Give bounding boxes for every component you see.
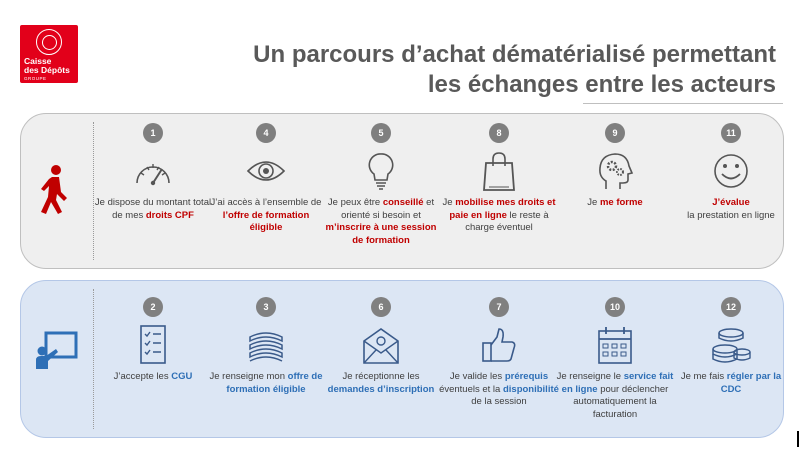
step-number-badge: 2 bbox=[143, 297, 163, 317]
step-4 bbox=[206, 123, 326, 235]
books-icon bbox=[244, 325, 288, 365]
step-3 bbox=[206, 297, 326, 396]
step-1 bbox=[93, 123, 213, 222]
step-text: Je peux être conseillé et orienté si besoin et m’inscrire à une session de formation bbox=[325, 197, 437, 246]
step-text: J’évalue la prestation en ligne bbox=[687, 197, 775, 221]
checklist-icon bbox=[131, 325, 175, 365]
step-number-badge: 12 bbox=[721, 297, 741, 317]
lightbulb-icon bbox=[359, 151, 403, 191]
step-number-badge: 7 bbox=[489, 297, 509, 317]
step-text: Je réceptionne les demandes d’inscription bbox=[327, 371, 435, 395]
speedometer-icon bbox=[131, 151, 175, 191]
text-cursor bbox=[797, 431, 799, 447]
step-10 bbox=[555, 297, 675, 421]
step-number-badge: 11 bbox=[721, 123, 741, 143]
page-title bbox=[253, 40, 776, 100]
step-12 bbox=[671, 297, 791, 396]
step-number-badge: 4 bbox=[256, 123, 276, 143]
step-5 bbox=[321, 123, 441, 247]
step-8 bbox=[439, 123, 559, 235]
step-text: Je me fais régler par la CDC bbox=[680, 371, 782, 395]
step-number-badge: 10 bbox=[605, 297, 625, 317]
title-line-2: les échanges entre les acteurs bbox=[427, 71, 776, 98]
calendar-icon bbox=[593, 325, 637, 365]
step-text: Je valide les prérequis éventuels et la disponibilité de la session bbox=[439, 371, 559, 407]
step-text: Je renseigne mon offre de formation éligible bbox=[209, 371, 323, 395]
logo-line-3: GROUPE bbox=[24, 76, 47, 81]
step-text: Je mobilise mes droits et paie en ligne le reste à charge éventuel bbox=[442, 197, 556, 233]
caisse-des-depots-logo bbox=[20, 25, 78, 83]
step-text: J’ai accès à l’ensemble de l’offre de formation éligible bbox=[210, 197, 322, 233]
teacher-board-icon bbox=[34, 329, 80, 371]
logo-line-2: des Dépôts bbox=[24, 65, 70, 75]
step-text: J’accepte les CGU bbox=[113, 371, 193, 382]
step-number-badge: 3 bbox=[256, 297, 276, 317]
step-number-badge: 1 bbox=[143, 123, 163, 143]
walking-person-icon bbox=[37, 164, 69, 216]
step-text: Je me forme bbox=[587, 197, 643, 208]
step-number-badge: 9 bbox=[605, 123, 625, 143]
email-inbox-icon bbox=[359, 325, 403, 365]
title-line-1: Un parcours d’achat dématérialisé permettant bbox=[253, 41, 776, 68]
step-number-badge: 5 bbox=[371, 123, 391, 143]
coins-icon bbox=[709, 325, 753, 365]
title-divider bbox=[583, 103, 783, 104]
step-9 bbox=[555, 123, 675, 210]
eye-icon bbox=[244, 151, 288, 191]
step-2 bbox=[93, 297, 213, 384]
step-11 bbox=[671, 123, 791, 222]
step-7 bbox=[439, 297, 559, 409]
step-number-badge: 8 bbox=[489, 123, 509, 143]
step-text: Je dispose du montant total de mes droits CPF bbox=[94, 197, 212, 221]
step-number-badge: 6 bbox=[371, 297, 391, 317]
logo-line-1: Caisse bbox=[24, 56, 52, 66]
step-6 bbox=[321, 297, 441, 396]
smiley-icon bbox=[709, 151, 753, 191]
shopping-bag-icon bbox=[477, 151, 521, 191]
thumbs-up-icon bbox=[477, 325, 521, 365]
head-gears-icon bbox=[593, 151, 637, 191]
step-text: Je renseigne le service fait en ligne pour déclencher automatiquement la facturation bbox=[556, 371, 674, 420]
seal-icon bbox=[36, 29, 62, 55]
